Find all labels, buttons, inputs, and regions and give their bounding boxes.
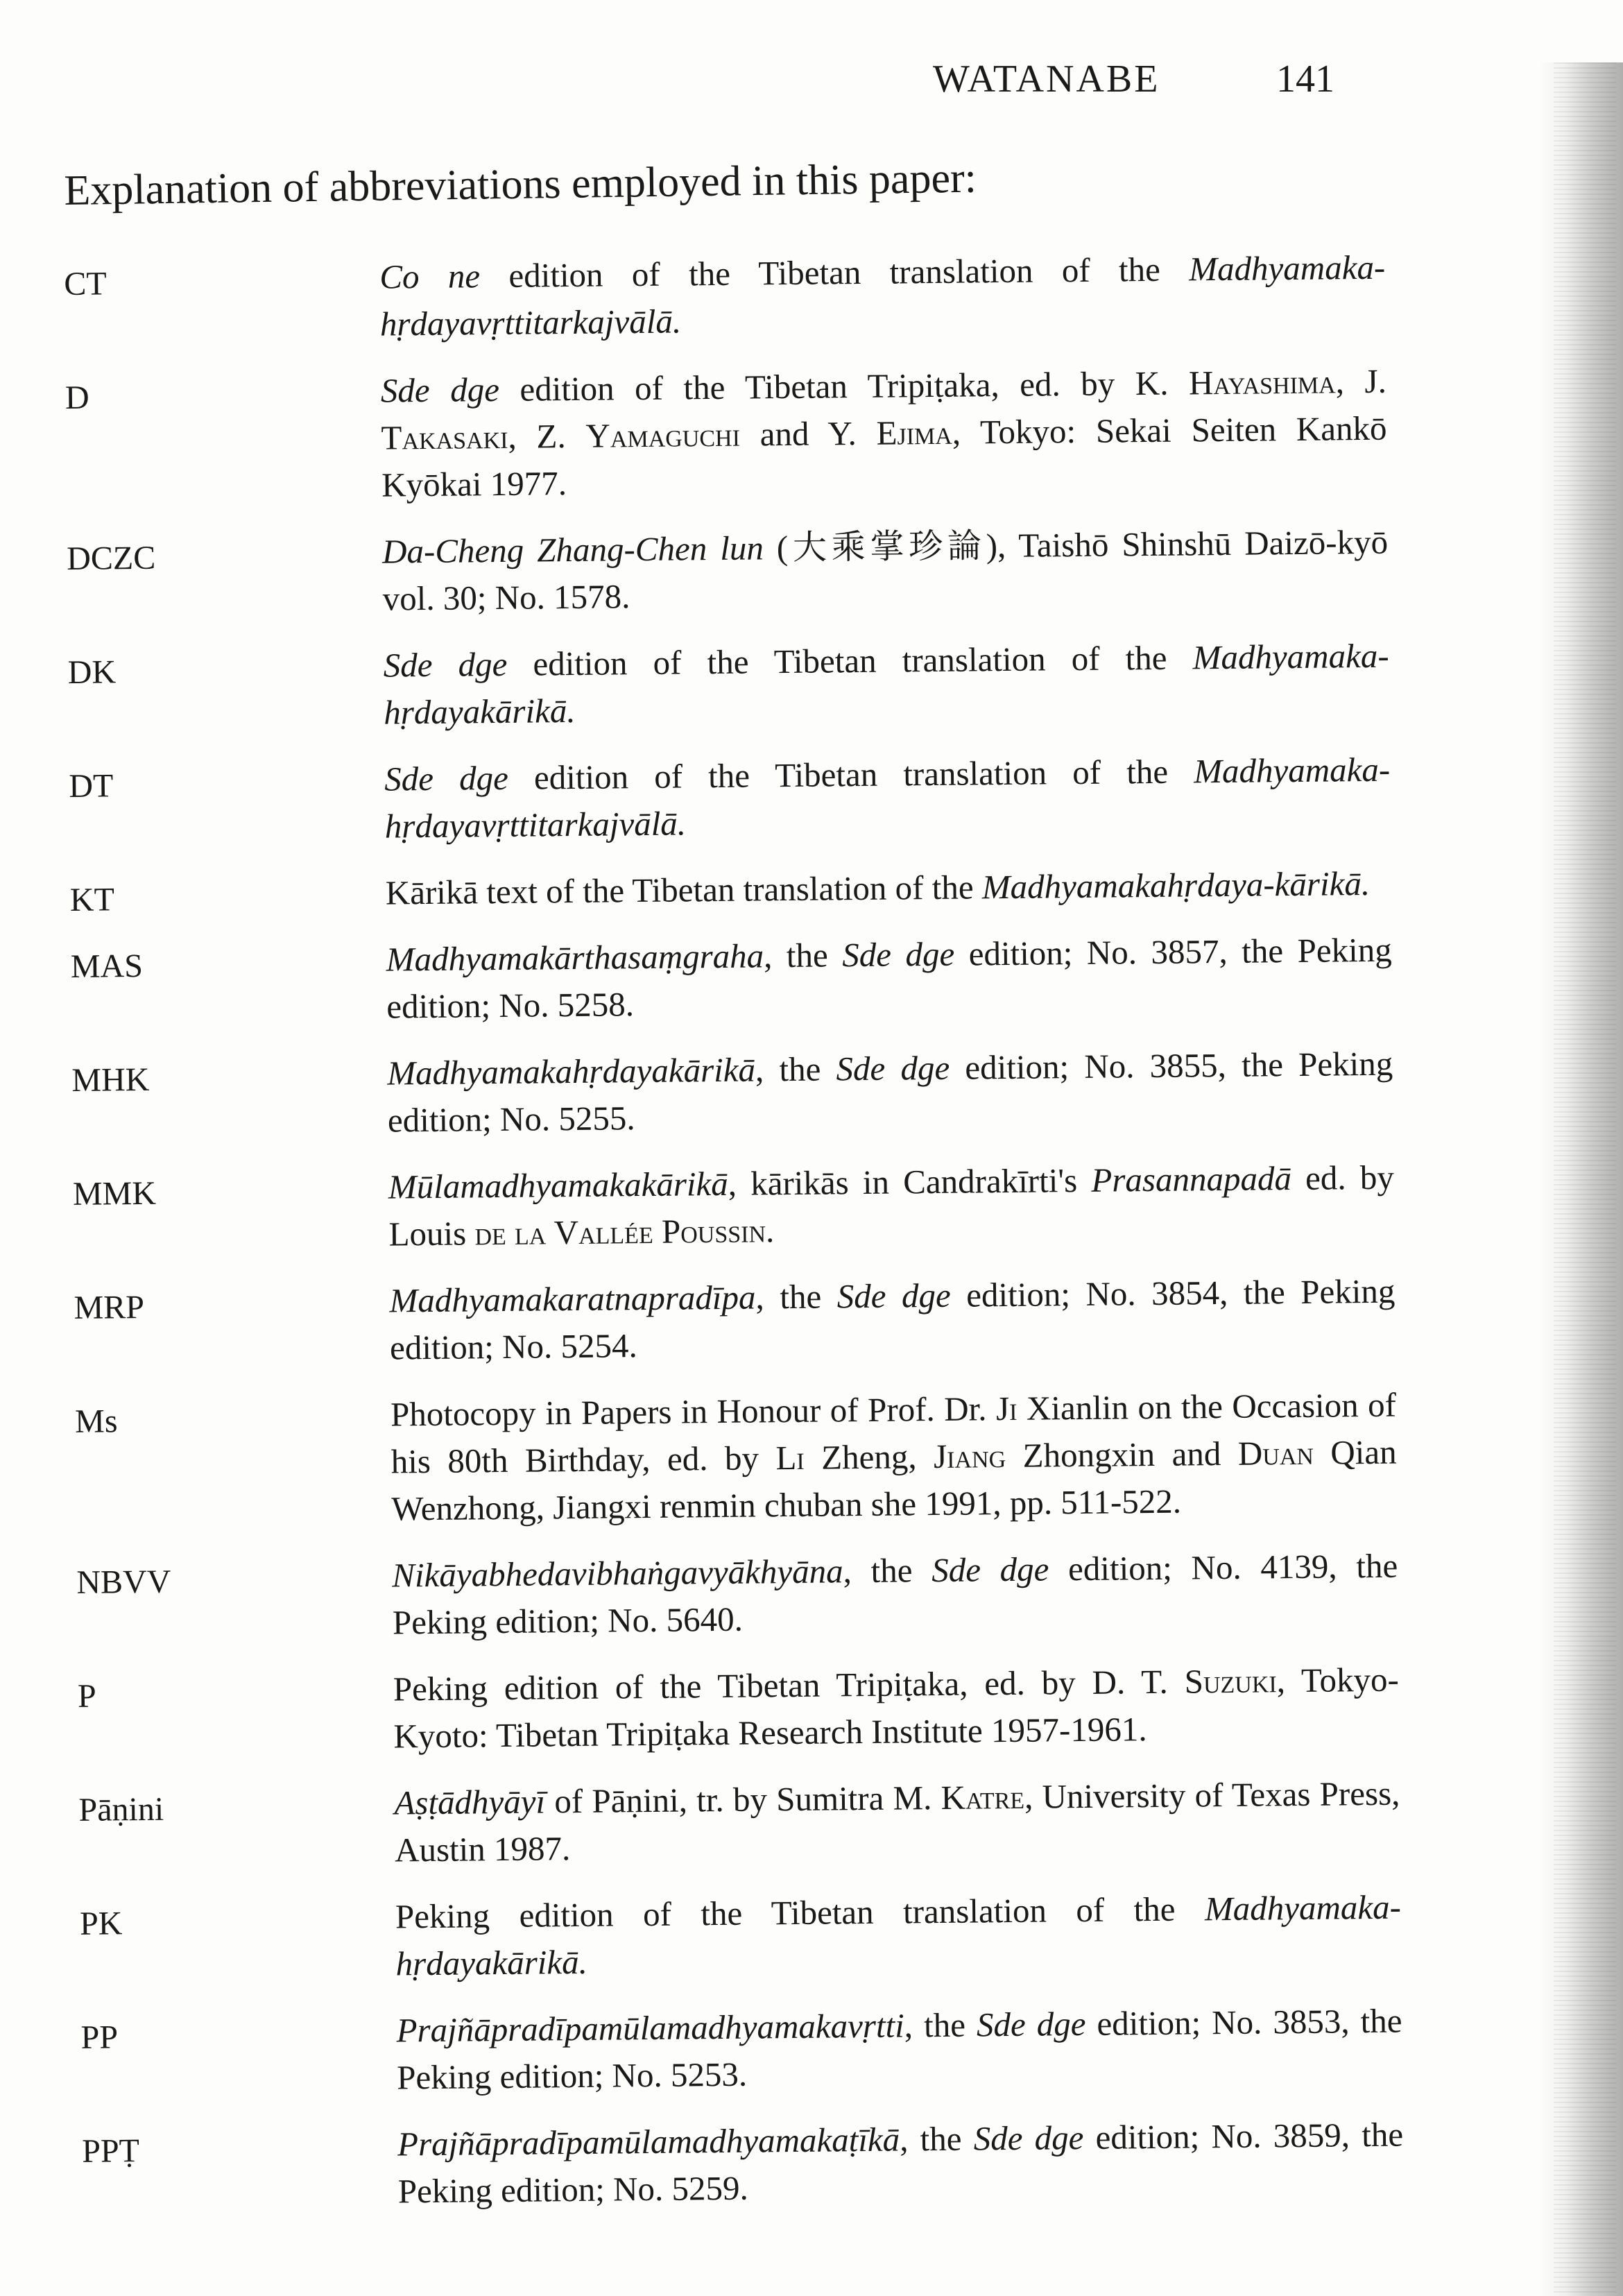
abbreviation-term: MAS [70, 947, 144, 985]
abbreviation-description: Peking edition of the Tibetan Tripiṭaka, ed. by D. T. Suzuki, Tokyo-Kyoto: Tibetan Tripiṭaka Research Institute 1957-1961. [393, 1660, 1400, 1756]
abbreviation-description: Sde dge edition of the Tibetan Tripiṭaka, ed. by K. Hayashima, J. Takasaki, Z. Yamaguchi and Y. Ejima, Tokyo: Sekai Seiten Kankō Kyōkai 1977. [380, 361, 1387, 504]
abbreviation-term: DK [67, 653, 117, 691]
abbreviation-description: Photocopy in Papers in Honour of Prof. Dr. Ji Xianlin on the Occasion of his 80th Birthday, ed. by Li Zheng, Jiang Zhongxin and Duan Qian Wenzhong, Jiangxi renmin chuban she 1991, pp. 511-522. [390, 1385, 1397, 1528]
abbreviation-entry [78, 1770, 1404, 1877]
abbreviation-description: Sde dge edition of the Tibetan translation of the Madhyamaka-hṛdayavṛttitarkajvālā. [384, 750, 1391, 846]
abbreviation-term: Ms [74, 1403, 118, 1440]
abbreviation-term: P [77, 1677, 96, 1715]
abbreviation-description: Co ne edition of the Tibetan translation of the Madhyamaka-hṛdayavṛttitarkajvālā. [379, 248, 1386, 343]
abbreviation-description: Nikāyabhedavibhaṅgavyākhyāna, the Sde dge edition; No. 4139, the Peking edition; No. 5640. [392, 1546, 1398, 1642]
abbreviation-entry [65, 358, 1391, 512]
abbreviation-entry [76, 1543, 1402, 1650]
abbreviation-term: MMK [72, 1174, 157, 1213]
abbreviation-term: NBVV [76, 1563, 171, 1601]
abbreviation-entry [70, 927, 1396, 1034]
abbreviation-entry [64, 244, 1389, 351]
binding-edge-texture [1554, 62, 1616, 2296]
abbreviation-term: MHK [71, 1061, 150, 1099]
abbreviation-entry [71, 1040, 1397, 1147]
abbreviation-entry [74, 1268, 1399, 1375]
abbreviation-entry [82, 2111, 1407, 2218]
abbreviation-term: CT [64, 265, 107, 302]
abbreviation-term: KT [69, 881, 115, 918]
abbreviation-description: Mūlamadhyamakakārikā, kārikās in Candrakīrti's Prasannapadā ed. by Louis de la Vallée Poussin. [388, 1158, 1395, 1253]
abbreviation-description: Da-Cheng Zhang-Chen lun (大乘掌珍論), Taishō Shinshū Daizō-kyō vol. 30; No. 1578. [381, 522, 1389, 618]
abbreviation-entry [67, 519, 1392, 626]
abbreviation-description: Sde dge edition of the Tibetan translation of the Madhyamaka-hṛdayakārikā. [383, 636, 1389, 732]
abbreviation-list [64, 244, 1407, 2238]
abbreviation-term: PPṬ [81, 2132, 140, 2170]
abbreviation-description: Peking edition of the Tibetan translation of the Madhyamaka-hṛdayakārikā. [395, 1887, 1402, 1983]
abbreviation-entry [78, 1656, 1403, 1763]
abbreviation-term: DT [69, 767, 114, 805]
abbreviation-entry [80, 1884, 1405, 1991]
abbreviation-entry [70, 860, 1396, 920]
abbreviation-term: PP [80, 2019, 119, 2056]
abbreviation-description: Prajñāpradīpamūlamadhyamakavṛtti, the Sde dge edition; No. 3853, the Peking edition; No. 5253. [396, 2001, 1402, 2097]
abbreviation-term: PK [79, 1905, 123, 1942]
abbreviation-description: Madhyamakārthasaṃgraha, the Sde dge edition; No. 3857, the Peking edition; No. 5258. [386, 930, 1392, 1026]
abbreviation-entry [67, 633, 1393, 739]
abbreviation-description: Prajñāpradīpamūlamadhyamakaṭīkā, the Sde dge edition; No. 3859, the Peking edition; No. 5259. [397, 2115, 1404, 2211]
abbreviation-entry [75, 1382, 1401, 1536]
abbreviation-term: DCZC [66, 539, 156, 577]
abbreviation-term: Pāṇini [78, 1790, 164, 1828]
abbreviation-description: Madhyamakahṛdayakārikā, the Sde dge edition; No. 3855, the Peking edition; No. 5255. [387, 1044, 1393, 1140]
abbreviation-term: D [65, 379, 89, 416]
section-heading: Explanation of abbreviations employed in this paper: [64, 154, 977, 214]
abbreviation-entry [80, 1998, 1406, 2105]
abbreviation-entry [73, 1154, 1398, 1261]
abbreviation-entry [69, 746, 1394, 853]
abbreviation-description: Madhyamakaratnapradīpa, the Sde dge edition; No. 3854, the Peking edition; No. 5254. [389, 1271, 1396, 1367]
running-head: WATANABE [933, 58, 1160, 101]
abbreviation-description: Kārikā text of the Tibetan translation of the Madhyamakahṛdaya-kārikā. [385, 864, 1371, 912]
page-number: 141 [1276, 58, 1334, 101]
abbreviation-description: Aṣṭādhyāyī of Pāṇini, tr. by Sumitra M. Katre, University of Texas Press, Austin 1987. [394, 1774, 1400, 1869]
abbreviation-term: MRP [74, 1288, 145, 1326]
